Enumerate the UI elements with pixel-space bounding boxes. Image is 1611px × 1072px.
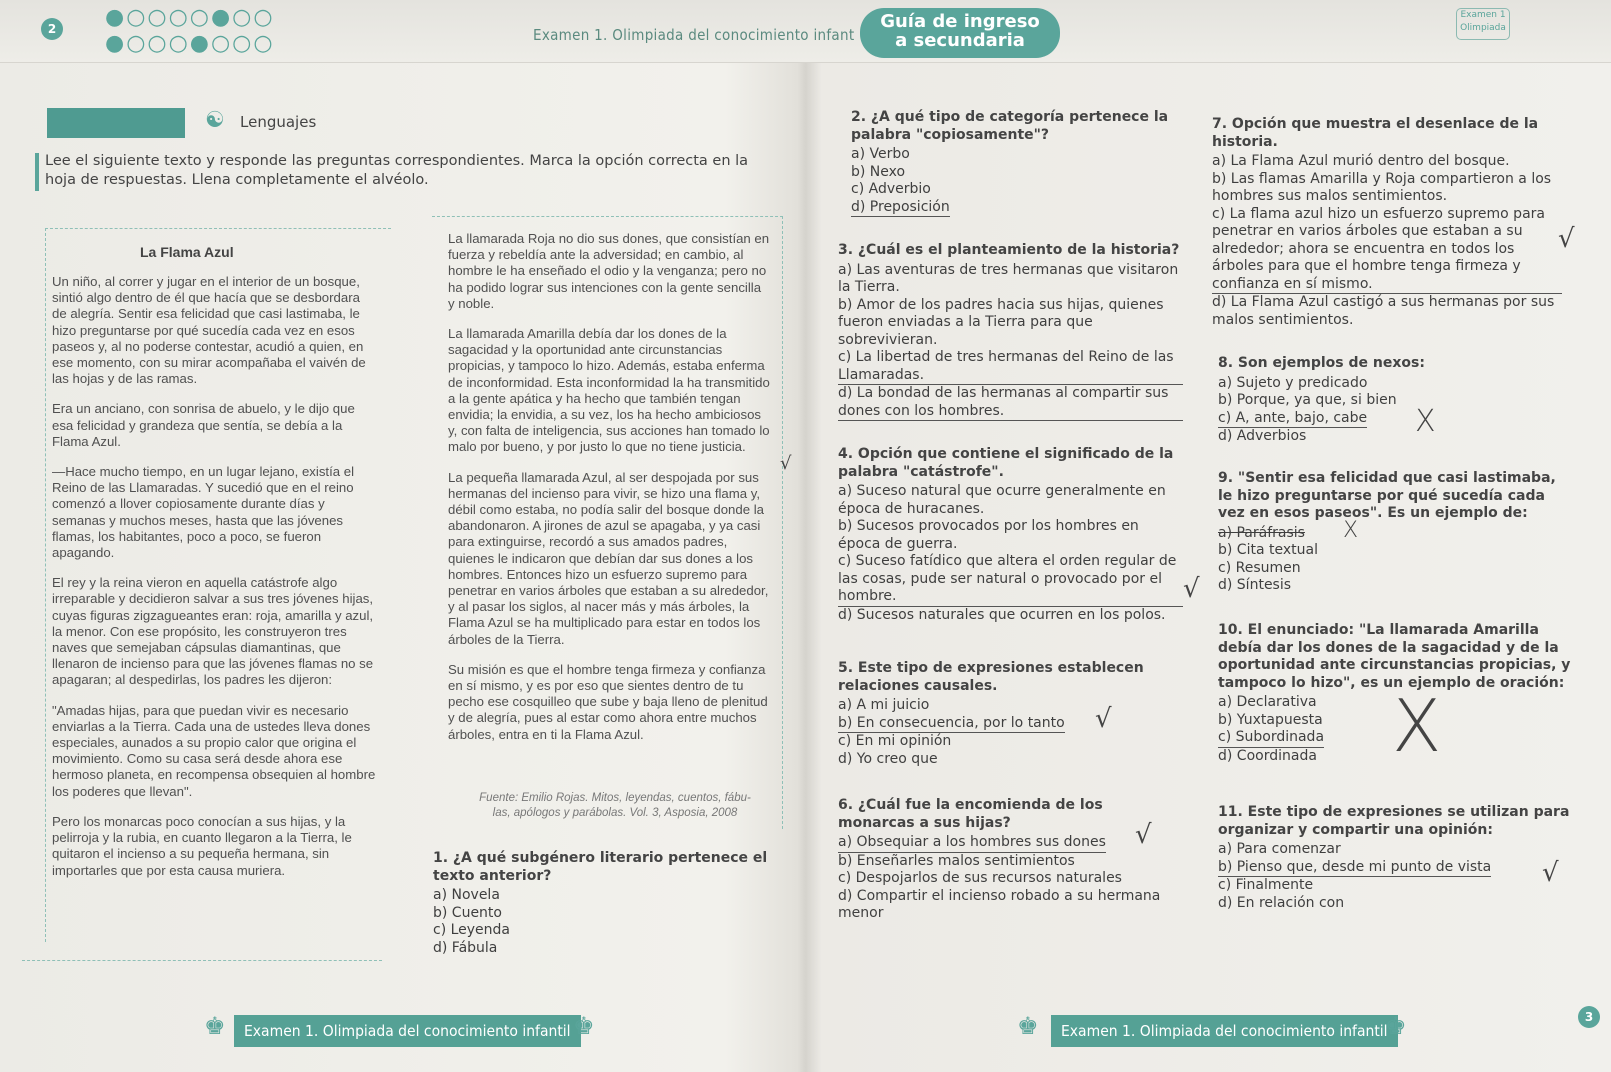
question-text: 1. ¿A qué subgénero literario pertenece el texto anterior? — [433, 850, 768, 884]
passage-paragraph: La llamarada Amarilla debía dar los dones de la sagacidad y la oportunidad ante circunstancias propicias, y tampoco lo hizo. Además, estaba enferma de inconformidad. Esta inconformidad la ha transmitido a la gente apática y ha hecho que también tengan envidia; la envidia, a su vez, los ha hecho ambiciosos y, con falta de inteligencia, sus acciones han tomado lo malo por bueno, y por justo lo que no tiene justicia. — [448, 326, 770, 455]
option[interactable]: b) Yuxtapuesta — [1218, 711, 1323, 728]
option[interactable]: b) Pienso que, desde mi punto de vista — [1218, 859, 1491, 878]
option[interactable]: d) Preposición — [851, 199, 950, 218]
passage-title: La Flama Azul — [140, 244, 234, 260]
option[interactable]: a) Obsequiar a los hombres sus dones — [838, 834, 1106, 853]
instructions: Lee el siguiente texto y responde las preguntas correspondientes. Marca la opción correcta en la hoja de respuestas. Llena completamente el alvéolo. — [45, 153, 749, 188]
mascot-icon: ♚ — [1017, 1012, 1039, 1040]
option[interactable]: a) Paráfrasis — [1218, 524, 1305, 541]
credit-line1: Fuente: Emilio Rojas. Mitos, leyendas, cuentos, fábu- — [479, 792, 751, 804]
option[interactable]: b) Sucesos provocados por los hombres en época de guerra. — [838, 518, 1139, 552]
bubble-line2: a secundaria — [895, 30, 1025, 51]
check-mark-icon: √ — [1095, 704, 1112, 734]
exam-tag-line1: Examen 1 — [1460, 10, 1506, 20]
question-11 — [1218, 804, 1578, 912]
exam-tag-line2: Olimpiada — [1460, 23, 1506, 33]
question-text: 6. ¿Cuál fue la encomienda de los monarcas a sus hijas? — [838, 797, 1103, 831]
passage-divider — [22, 960, 382, 961]
passage-paragraph: El rey y la reina vieron en aquella catástrofe algo irreparable y decidieron salvar a sus tres jóvenes hijas, cuyas figuras zigzagueantes eran: roja, amarilla y azul, la menor. Con ese propósito, les construyeron tres naves que semejaban cápsulas diamantinas, que llenaron de incienso para que las jóvenes flamas no se apagaran; al despedirlas, los padres les dijeron: — [52, 575, 374, 688]
question-text: 5. Este tipo de expresiones establecen relaciones causales. — [838, 660, 1144, 694]
option[interactable]: b) Las flamas Amarilla y Roja compartieron a los hombres sus malos sentimientos. — [1212, 170, 1552, 204]
option[interactable]: d) Adverbios — [1218, 428, 1307, 444]
option[interactable]: b) Cuento — [433, 904, 502, 921]
section-label: Lenguajes — [240, 113, 317, 131]
left-page-number: 2 — [41, 18, 63, 40]
option[interactable]: c) Despojarlos de sus recursos naturales — [838, 870, 1122, 886]
option[interactable]: c) A, ante, bajo, cabe — [1218, 410, 1367, 429]
cross-mark-icon: X — [1392, 684, 1442, 768]
option[interactable]: b) En consecuencia, por lo tanto — [838, 715, 1065, 734]
passage-paragraph: La pequeña llamarada Azul, al ser despojada por sus hermanas del incienso para vivir, se hizo una flama y, débil como estaba, no podía salir del bosque donde la abandonaron. A jirones de azul se apagaba, y ya casi para extinguirse, recordó a sus amados padres, quienes le indicaron que debían dar sus dones a los hombres. Entonces hizo un esfuerzo supremo para penetrar en varios árboles que estaban a su alrededor, y al pasar los siglos, al nacer más y más árboles, la Flama Azul se ha multiplicado para estar en todos los árboles de la Tierra. — [448, 469, 769, 647]
option[interactable]: c) La libertad de tres hermanas del Reino de las Llamaradas. — [838, 349, 1183, 385]
decorative-dots-icon: ●○○○○●○○ — [105, 5, 275, 30]
question-text: 4. Opción que contiene el significado de la palabra "catástrofe". — [838, 446, 1174, 480]
option[interactable]: b) Cita textual — [1218, 542, 1318, 558]
cross-mark-icon: X — [1415, 404, 1436, 439]
mascot-icon: ♚ — [573, 1012, 595, 1040]
question-text: 2. ¿A qué tipo de categoría pertenece la palabra "copiosamente"? — [851, 109, 1169, 143]
option[interactable]: d) La bondad de las hermanas al compartir sus dones con los hombres. — [838, 385, 1183, 421]
brain-icon: ☯ — [205, 108, 225, 133]
question-text: 3. ¿Cuál es el planteamiento de la historia? — [838, 242, 1180, 258]
passage-paragraph: Era un anciano, con sonrisa de abuelo, y le dijo que esa felicidad y grandeza que sentía, se debía a la Flama Azul. — [52, 401, 355, 449]
question-9 — [1218, 470, 1563, 595]
question-text: 10. El enunciado: "La llamarada Amarilla debía dar los dones de la sagacidad y de la oportunidad ante circunstancias propicias, y tampoco lo hizo", es un ejemplo de oración: — [1218, 622, 1571, 691]
option[interactable]: a) Suceso natural que ocurre generalmente en época de huracanes. — [838, 483, 1166, 517]
check-mark-icon: √ — [780, 453, 792, 474]
question-4 — [838, 446, 1183, 624]
passage-paragraph: —Hace mucho tiempo, en un lugar lejano, existía el Reino de las Llamaradas. Y sucedió que en el reino comenzó a llover copiosamente durante días y semanas y muchos meses, hasta que las jóvenes flamas, los habitantes, poco a poco, se fueron apagando. — [52, 464, 355, 561]
question-2 — [851, 109, 1181, 217]
mascot-icon: ♚ — [204, 1012, 226, 1040]
question-text: 7. Opción que muestra el desenlace de la historia. — [1212, 116, 1539, 150]
option[interactable]: c) La flama azul hizo un esfuerzo supremo para penetrar en varios árboles que estaban a su alrededor; ahora se encuentra en todos los árboles para que el hombre tenga firmeza y confianza en sí mismo. — [1212, 206, 1562, 295]
question-3 — [838, 242, 1183, 421]
question-7 — [1212, 116, 1562, 329]
decorative-dots-icon-2: ●○○○●○○○ — [105, 31, 275, 56]
option[interactable]: b) Enseñarles malos sentimientos — [838, 852, 1075, 869]
question-text: 11. Este tipo de expresiones se utilizan para organizar y compartir una opinión: — [1218, 804, 1570, 838]
passage-paragraph: Su misión es que el hombre tenga firmeza y confianza en sí mismo, y es por eso que sientes dentro de tu pecho ese cosquilleo que sube y baja lleno de plenitud y de alegría, pues al estar como ahora entre muchos árboles, entra en ti la Flama Azul. — [448, 661, 768, 742]
question-text: 9. "Sentir esa felicidad que casi lastimaba, le hizo preguntarse por qué sucedía cada vez en esos paseos". Es un ejemplo de: — [1218, 470, 1556, 521]
option[interactable]: b) Nexo — [851, 163, 906, 180]
option[interactable]: c) Adverbio — [851, 181, 931, 197]
guide-title-bubble — [860, 8, 1060, 58]
exam-tag — [1456, 8, 1510, 40]
footer-right: Examen 1. Olimpiada del conocimiento infantil — [1051, 1015, 1398, 1047]
option[interactable]: a) Las aventuras de tres hermanas que visitaron la Tierra. — [838, 261, 1179, 295]
option[interactable]: d) En relación con — [1218, 894, 1345, 911]
option[interactable]: a) Declarativa — [1218, 694, 1317, 710]
question-8 — [1218, 355, 1558, 446]
passage-column-1 — [52, 274, 377, 893]
source-credit — [450, 791, 780, 821]
option[interactable]: d) Compartir el incienso robado a su hermana menor — [838, 887, 1161, 921]
right-page-number: 3 — [1578, 1006, 1600, 1028]
question-text: 8. Son ejemplos de nexos: — [1218, 355, 1425, 371]
option[interactable]: a) Verbo — [851, 146, 910, 162]
question-1 — [433, 850, 778, 957]
passage-paragraph: Pero los monarcas poco conocían a sus hijas, y la pelirroja y la rubia, en cuanto llegaron a la Tierra, le quitaron el incienso a su pequeña hermana, sin importarles que por esta causa muriera. — [52, 813, 352, 878]
cross-mark-icon: X — [1343, 518, 1359, 543]
mascot-icon: ♚ — [1385, 1012, 1407, 1040]
bubble-line1: Guía de ingreso — [880, 11, 1040, 32]
option[interactable]: c) Subordinada — [1218, 729, 1324, 748]
option[interactable]: a) Novela — [433, 887, 500, 903]
passage-column-2 — [448, 231, 770, 757]
passage-paragraph: La llamarada Roja no dio sus dones, que consistían en fuerza y rebeldía ante la adversidad; en cambio, al hombre le ha enseñado el odio y la venganza; pero no ha podido lograr sus intenciones con la gente sencilla y noble. — [448, 231, 770, 311]
check-mark-icon: √ — [1542, 858, 1559, 888]
check-mark-icon: √ — [1135, 820, 1152, 850]
option[interactable]: d) Yo creo que — [838, 750, 938, 767]
option[interactable]: b) Amor de los padres hacia sus hijas, quienes fueron enviadas a la Tierra para que sobrevivieran. — [838, 296, 1164, 348]
section-band — [47, 108, 185, 138]
question-6 — [838, 797, 1183, 923]
option[interactable]: c) Suceso fatídico que altera el orden regular de las cosas, pude ser natural o provocado por el hombre. — [838, 553, 1183, 607]
option[interactable]: d) Fábula — [433, 939, 498, 956]
check-mark-icon: √ — [1558, 224, 1575, 254]
check-mark-icon: √ — [1183, 574, 1200, 604]
option[interactable]: b) Porque, ya que, si bien — [1218, 392, 1397, 408]
question-5 — [838, 660, 1183, 768]
footer-left: Examen 1. Olimpiada del conocimiento infantil — [234, 1015, 581, 1047]
option[interactable]: c) Leyenda — [433, 922, 511, 938]
option[interactable]: a) La Flama Azul murió dentro del bosque. — [1212, 153, 1510, 169]
option[interactable]: a) Para comenzar — [1218, 841, 1341, 857]
option[interactable]: d) Sucesos naturales que ocurren en los polos. — [838, 606, 1166, 623]
passage-paragraph: Un niño, al correr y jugar en el interior de un bosque, sintió algo dentro de él que hacía que se desbordara de alegría. Sentir esa felicidad que casi lastimaba, le hizo preguntarse por qué sucedía cada vez en esos paseos y, al no poderse contestar, acudió a quien, en ese momento, con su mirar acompañaba el vaivén de las hojas y de las ramas. — [52, 274, 366, 387]
running-title: Examen 1. Olimpiada del conocimiento infant — [533, 26, 855, 44]
passage-paragraph: "Amadas hijas, para que puedan vivir es necesario enviarlas a la Tierra. Cada una de ustedes lleva dones especiales, aunados a su propio calor que origina el movimiento. Como su casa será desde ahora ese hermoso planeta, en recompensa obsequien al hombre los poderes que llevan". — [52, 702, 376, 799]
option[interactable]: c) En mi opinión — [838, 733, 952, 749]
option[interactable]: c) Resumen — [1218, 559, 1301, 576]
option[interactable]: d) La Flama Azul castigó a sus hermanas por sus malos sentimientos. — [1212, 294, 1555, 328]
instruction-bar — [35, 153, 39, 191]
credit-line2: las, apólogos y parábolas. Vol. 3, Asposia, 2008 — [492, 807, 738, 819]
option[interactable]: d) Coordinada — [1218, 747, 1317, 764]
option[interactable]: a) Sujeto y predicado — [1218, 374, 1368, 391]
option[interactable]: a) A mi juicio — [838, 697, 930, 713]
option[interactable]: c) Finalmente — [1218, 877, 1314, 893]
option[interactable]: d) Síntesis — [1218, 577, 1292, 593]
